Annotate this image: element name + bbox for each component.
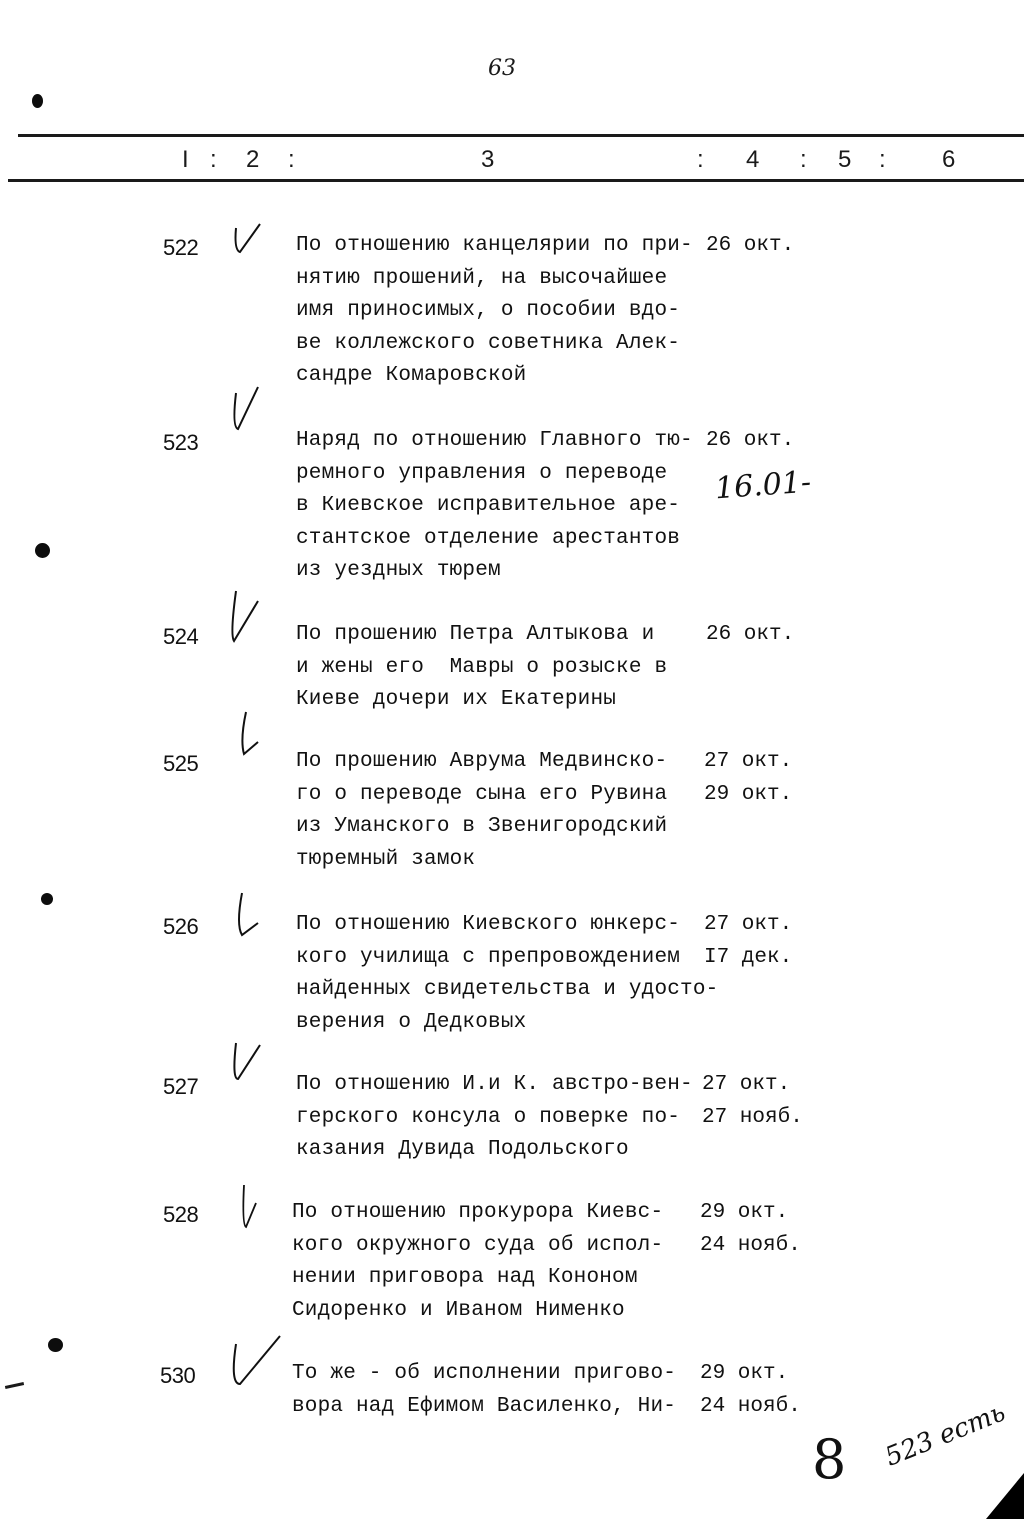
column-header-2: 2	[246, 146, 260, 173]
column-header-6: 6	[942, 146, 956, 173]
handwritten-signature: 8	[812, 1428, 847, 1491]
check-mark-icon	[228, 383, 268, 438]
entry-description: По отношению канцелярии по при- нятию прошений, на высочайшее имя приносимых, о пособии вдо- ве коллежского советника Алек- сандре Комаровской	[296, 234, 693, 387]
entry-number: 523	[163, 430, 199, 455]
entry-description: По прошению Петра Алтыкова и и жены его Мавры о розыске в Киеве дочери их Екатерины	[296, 623, 668, 711]
handwritten-annotation: 16.01-	[713, 464, 813, 507]
entry-description: То же - об исполнении пригово- вора над Ефимом Василенко, Ни-	[292, 1362, 677, 1418]
entry-number: 525	[163, 751, 199, 776]
entry-number: 524	[163, 624, 199, 649]
entry-dates: 26 окт.	[706, 623, 795, 646]
entry-number: 527	[163, 1074, 199, 1099]
column-header-5: 5	[838, 146, 852, 173]
check-mark-icon	[228, 710, 268, 760]
column-header-1: I	[182, 146, 189, 173]
check-mark-icon	[228, 587, 268, 647]
ink-stroke	[5, 1382, 24, 1389]
entry-description: По отношению Киевского юнкерс- кого училища с препровождением найденных свидетельства и удосто- верения о Дедковых	[296, 913, 719, 1034]
column-separator: :	[800, 146, 807, 173]
entry-dates: 26 окт.	[706, 429, 795, 452]
entry-description: По отношению И.и К. австро-вен- герского консула о поверке по- казания Дувида Подольского	[296, 1073, 693, 1161]
entry-description: По отношению прокурора Киевс- кого окружного суда об испол- нении приговора над Кононом Сидоренко и Иваном Нименко	[292, 1201, 664, 1322]
column-header-3: 3	[481, 146, 495, 173]
header-rule-top	[18, 134, 1024, 137]
column-separator: :	[210, 146, 217, 173]
check-mark-icon	[228, 1334, 288, 1394]
entry-number: 526	[163, 914, 199, 939]
ink-blot	[32, 94, 43, 108]
column-separator: :	[697, 146, 704, 173]
check-mark-icon	[228, 220, 268, 260]
page-number: 63	[488, 56, 516, 81]
header-rule-bottom	[8, 179, 1024, 182]
ink-blot	[35, 543, 50, 558]
check-mark-icon	[228, 889, 268, 944]
entry-description: По прошению Аврума Медвинско- го о переводе сына его Рувина из Уманского в Звенигородский тюремный замок	[296, 750, 668, 871]
column-separator: :	[288, 146, 295, 173]
check-mark-icon	[228, 1181, 268, 1236]
ink-blot	[41, 893, 53, 905]
entry-dates: 29 окт. 24 нояб.	[700, 1201, 801, 1257]
handwritten-note: 523 есть	[880, 1397, 1010, 1473]
entry-number: 528	[163, 1202, 199, 1227]
column-separator: :	[879, 146, 886, 173]
entry-dates: 27 окт. 29 окт.	[704, 750, 793, 806]
entry-dates: 29 окт. 24 нояб.	[700, 1362, 801, 1418]
entry-dates: 27 окт. I7 дек.	[704, 913, 793, 969]
column-header-4: 4	[746, 146, 760, 173]
entry-dates: 27 окт. 27 нояб.	[702, 1073, 803, 1129]
scan-corner-shadow	[986, 1473, 1024, 1519]
entry-number: 522	[163, 235, 199, 260]
check-mark-icon	[228, 1039, 268, 1089]
entry-description: Наряд по отношению Главного тю- ремного управления о переводе в Киевское исправительное аре- стантское отделение арестантов из уездных тюрем	[296, 429, 693, 582]
entry-number: 530	[160, 1363, 196, 1388]
ink-blot	[48, 1338, 63, 1352]
entry-dates: 26 окт.	[706, 234, 795, 257]
